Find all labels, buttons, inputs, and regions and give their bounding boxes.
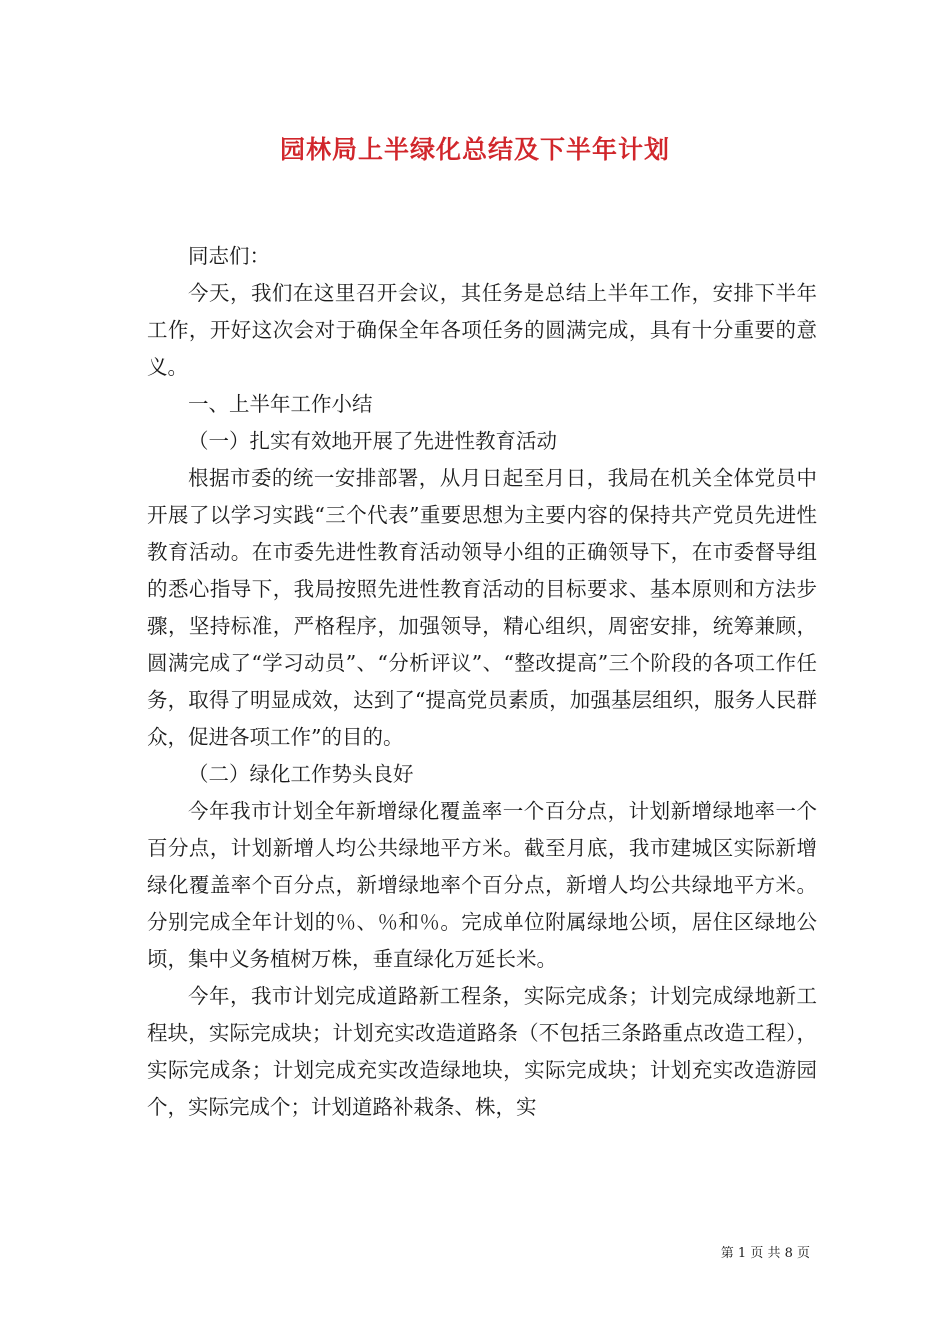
subsection-heading: （一）扎实有效地开展了先进性教育活动 — [188, 429, 557, 453]
paragraph-projects: 今年，我市计划完成道路新工程条，实际完成条；计划完成绿地新工程块，实际完成块；计划充实改造道路条（不包括三条路重点改造工程），实际完成条；计划完成充实改造绿地块，实际完成块；计划充实改造游园个，实际完成个；计划道路补栽条、株，实 — [147, 984, 817, 1119]
subsection-heading: （二）绿化工作势头良好 — [188, 762, 414, 786]
page-number: 第 1 页 共 8 页 — [720, 1246, 810, 1261]
document-title: 园林局上半绿化总结及下半年计划 — [279, 135, 670, 164]
paragraph-greening: 今年我市计划全年新增绿化覆盖率一个百分点，计划新增绿地率一个百分点，计划新增人均公共绿地平方米。截至月底，我市建城区实际新增绿化覆盖率个百分点，新增绿地率个百分点，新增人均公共绿地平方米。分别完成全年计划的％、％和％。完成单位附属绿地公顷，居住区绿地公顷，集中义务植树万株，垂直绿化万延长米。 — [147, 799, 817, 971]
section-heading: 一、上半年工作小结 — [188, 392, 373, 416]
paragraph-education: 根据市委的统一安排部署，从月日起至月日，我局在机关全体党员中开展了以学习实践“三个代表”重要思想为主要内容的保持共产党员先进性教育活动。在市委先进性教育活动领导小组的正确领导下，在市委督导组的悉心指导下，我局按照先进性教育活动的目标要求、基本原则和方法步骤，坚持标准，严格程序，加强领导，精心组织，周密安排，统筹兼顾，圆满完成了“学习动员”、“分析评议”、“整改提高”三个阶段的各项工作任务，取得了明显成效，达到了“提高党员素质，加强基层组织，服务人民群众，促进各项工作”的目的。 — [147, 466, 817, 749]
paragraph-intro: 今天，我们在这里召开会议，其任务是总结上半年工作，安排下半年工作，开好这次会对于确保全年各项任务的圆满完成，具有十分重要的意义。 — [147, 281, 817, 379]
document-body — [147, 238, 817, 1126]
salutation: 同志们： — [188, 244, 270, 268]
